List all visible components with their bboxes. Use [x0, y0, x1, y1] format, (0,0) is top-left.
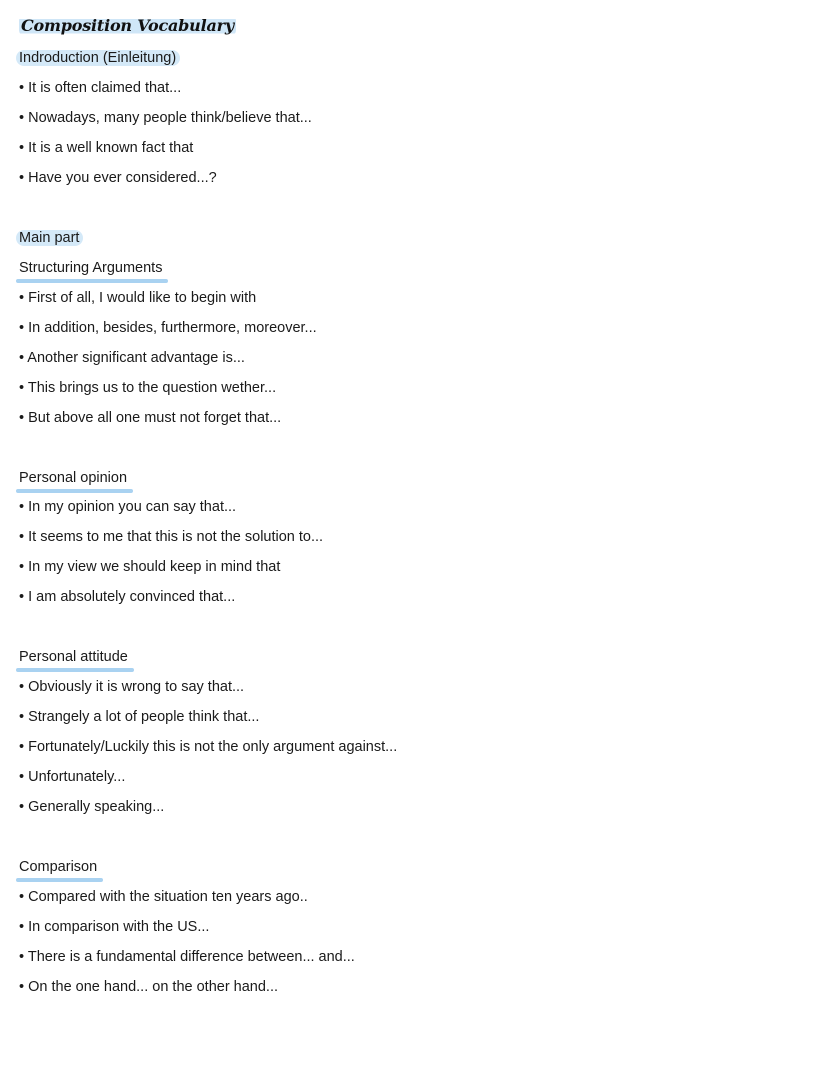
list-item: • There is a fundamental difference between... and... — [19, 949, 355, 965]
list-item: • In addition, besides, furthermore, moreover... — [19, 320, 317, 336]
list-item: • Unfortunately... — [19, 769, 126, 785]
list-item: • Nowadays, many people think/believe that... — [19, 110, 312, 126]
list-item: • Obviously it is wrong to say that... — [19, 679, 245, 695]
list-item: • In comparison with the US... — [19, 919, 210, 935]
list-item: • It is a well known fact that — [19, 140, 194, 156]
list-item: • In my view we should keep in mind that — [19, 559, 281, 575]
list-item: • Compared with the situation ten years ago.. — [19, 889, 308, 905]
list-item: • Strangely a lot of people think that... — [19, 709, 260, 725]
list-item: • In my opinion you can say that... — [19, 499, 237, 515]
section-heading-introduction — [19, 48, 180, 68]
list-item: • Fortunately/Luckily this is not the only argument against... — [19, 739, 398, 755]
list-item: • Generally speaking... — [19, 799, 165, 815]
list-item: • But above all one must not forget that... — [19, 410, 282, 426]
subheading-personal-opinion — [19, 468, 127, 488]
list-item: • It is often claimed that... — [19, 80, 182, 96]
subheading-comparison — [19, 857, 97, 877]
subheading-personal-attitude — [19, 647, 128, 667]
section-heading-main-part — [19, 228, 83, 248]
list-item: • This brings us to the question wether... — [19, 380, 277, 396]
list-item: • It seems to me that this is not the solution to... — [19, 529, 324, 545]
comparison-heading-text: Comparison — [19, 859, 98, 875]
main-part-heading-text: Main part — [16, 230, 83, 246]
list-item: • I am absolutely convinced that... — [19, 589, 236, 605]
page-title: Composition Vocabulary — [21, 16, 234, 35]
list-item: • Another significant advantage is... — [19, 350, 245, 366]
subheading-structuring-arguments — [19, 258, 162, 278]
structuring-heading-text: Structuring Arguments — [19, 260, 163, 276]
attitude-heading-text: Personal attitude — [19, 649, 128, 665]
opinion-heading-text: Personal opinion — [19, 470, 128, 486]
list-item: • Have you ever considered...? — [19, 170, 217, 186]
list-item: • First of all, I would like to begin with — [19, 290, 257, 306]
list-item: • On the one hand... on the other hand... — [19, 979, 279, 995]
introduction-heading-text: Indroduction (Einleitung) — [16, 50, 180, 66]
